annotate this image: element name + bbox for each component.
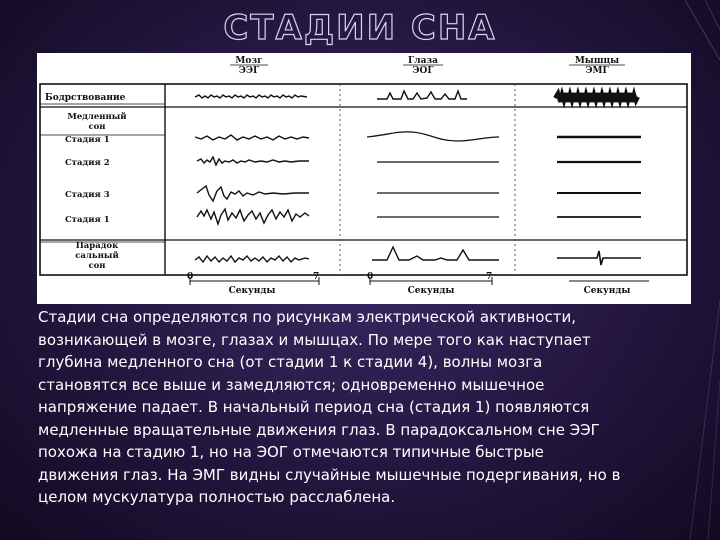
row-label-wake: Бодрствование: [45, 93, 126, 103]
row-label-stage-1: Стадия 1: [65, 135, 110, 145]
description-line: похожа на стадию 1, но на ЭОГ отмечаются типичные быстрые: [38, 443, 544, 461]
row-label-slow-sleep: Медленный: [67, 112, 127, 122]
column-header-brain: Мозг: [235, 56, 263, 66]
trace-eog-stage-1: [367, 132, 499, 141]
axis-end-eog: 7: [486, 272, 493, 282]
description-text: [38, 306, 698, 509]
trace-emg-wake: [555, 93, 638, 102]
axis-start-eeg: 0: [187, 272, 194, 282]
trace-eeg-stage-4: [197, 209, 309, 224]
description-line: движения глаз. На ЭМГ видны случайные мышечные подергивания, но в: [38, 465, 621, 484]
description-line: становятся все выше и замедляются; одновременно мышечное: [38, 375, 545, 394]
row-label-stage-2: Стадия 2: [65, 158, 110, 168]
description-line: Стадии сна определяются по рисункам электрической активности,: [38, 308, 576, 326]
row-label-rem-3: сон: [88, 261, 106, 271]
row-label-rem: Парадок: [75, 241, 119, 251]
description-line: возникающей в мозге, глазах и мышцах. По мере того как наступает: [38, 330, 591, 349]
trace-eeg-stage-1: [195, 135, 309, 140]
description-line: глубина медленного сна (от стадии 1 к стадии 4), волны мозга: [38, 353, 543, 371]
row-label-stage-4: Стадия 1: [65, 215, 110, 225]
trace-eeg-wake: [195, 95, 307, 98]
trace-eeg-stage-3: [197, 186, 309, 201]
slide-title: СТАДИИ СНА: [223, 8, 497, 48]
axis-label-emg: Секунды: [583, 286, 631, 296]
row-label-slow-sleep-2: сон: [88, 122, 106, 132]
axis-label-eog: Секунды: [407, 286, 455, 296]
axis-start-eog: 0: [367, 272, 374, 282]
trace-eeg-stage-2: [197, 157, 309, 165]
row-label-stage-3: Стадия 3: [65, 190, 110, 200]
row-label-rem-2: сальный: [75, 251, 119, 261]
sleep-stages-figure: [37, 53, 691, 304]
description-line: напряжение падает. В начальный период сна (стадия 1) появляются: [38, 398, 590, 416]
column-header-eyes-sub: ЭОГ: [412, 66, 434, 76]
description-line: целом мускулатура полностью расслаблена.: [38, 488, 396, 506]
column-header-muscles-sub: ЭМГ: [585, 66, 609, 76]
axis-label-eeg: Секунды: [228, 286, 276, 296]
column-header-eyes: Глаза: [408, 56, 438, 66]
trace-eog-rem: [372, 247, 499, 260]
column-header-muscles: Мышцы: [574, 56, 620, 66]
trace-eog-wake: [377, 91, 467, 99]
description-line: медленные вращательные движения глаз. В парадоксальном сне ЭЭГ: [38, 420, 600, 439]
trace-eeg-rem: [195, 256, 309, 262]
column-header-brain-sub: ЭЭГ: [238, 66, 260, 76]
axis-end-eeg: 7: [313, 272, 320, 282]
trace-emg-rem: [557, 251, 641, 265]
